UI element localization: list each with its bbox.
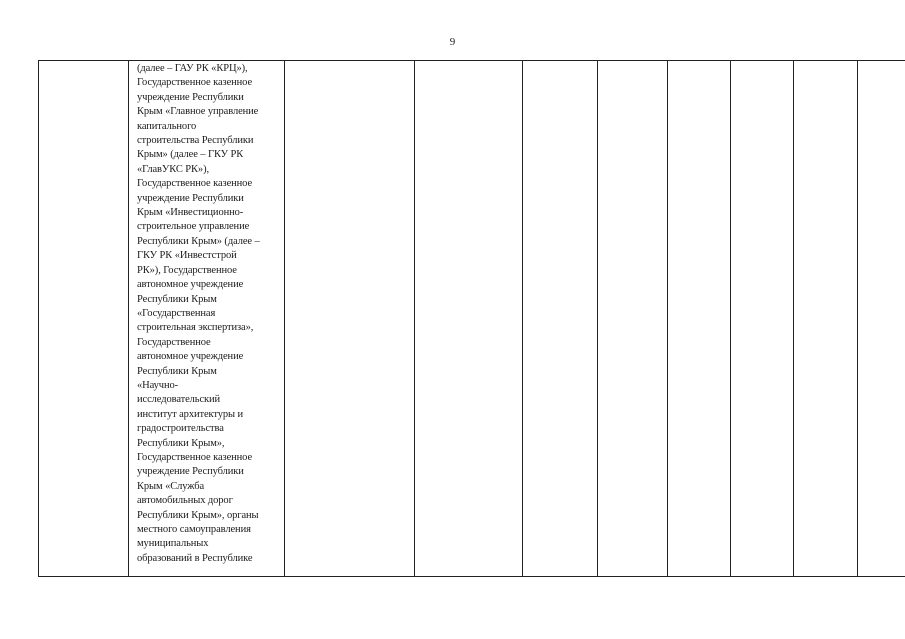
cell-column-9 — [794, 61, 858, 577]
cell-column-10 — [858, 61, 905, 577]
description-line: муниципальных — [137, 538, 209, 550]
description-line: «ГлавУКС РК»), — [137, 163, 210, 175]
description-line: строительства Республики — [137, 135, 254, 147]
description-line: Республики Крым», — [137, 437, 225, 449]
description-line: учреждение Республики — [137, 91, 244, 103]
description-line: Крым «Главное управление — [137, 106, 259, 118]
data-table — [38, 60, 905, 577]
description-line: Государственное казенное — [137, 451, 253, 463]
description-line: институт архитектуры и — [137, 408, 244, 420]
page-number: 9 — [449, 36, 456, 48]
description-line: автономное учреждение — [137, 351, 244, 363]
description-text — [129, 61, 284, 566]
description-line: Крым «Инвестиционно- — [137, 207, 244, 219]
cell-description — [129, 61, 285, 577]
cell-number — [39, 61, 129, 577]
cell-column-3 — [285, 61, 415, 577]
description-line: Республики Крым — [137, 365, 217, 377]
description-line: Крым» (далее – ГКУ РК — [137, 149, 244, 161]
cell-column-6 — [598, 61, 668, 577]
description-line: местного самоуправления — [137, 524, 251, 535]
description-line: образований в Республике — [137, 552, 253, 564]
description-line: строительное управление — [137, 221, 250, 233]
description-line: Государственное казенное — [137, 178, 253, 190]
description-line: градостроительства — [137, 423, 224, 435]
description-line: исследовательский — [137, 394, 221, 406]
description-line: Республики Крым» (далее – — [137, 235, 260, 247]
description-line: «Научно- — [137, 379, 179, 391]
description-line: Государственное — [137, 336, 211, 348]
description-line: учреждение Республики — [137, 466, 244, 478]
cell-column-8 — [731, 61, 794, 577]
description-line: (далее – ГАУ РК «КРЦ»), — [137, 63, 248, 74]
description-line: РК»), Государственное — [137, 264, 237, 276]
description-line: учреждение Республики — [137, 192, 244, 204]
description-line: капитального — [137, 120, 197, 132]
cell-column-5 — [523, 61, 598, 577]
table-row — [39, 61, 905, 577]
description-line: автомобильных дорог — [137, 495, 233, 507]
cell-column-4 — [415, 61, 523, 577]
description-line: Республики Крым — [137, 293, 217, 305]
description-line: «Государственная — [137, 307, 216, 319]
description-line: строительная экспертиза», — [137, 322, 254, 334]
description-line: Крым «Служба — [137, 480, 205, 492]
description-line: автономное учреждение — [137, 279, 244, 291]
description-line: Республики Крым», органы — [137, 509, 259, 521]
cell-column-7 — [668, 61, 731, 577]
description-line: Государственное казенное — [137, 77, 253, 89]
description-line: ГКУ РК «Инвестстрой — [137, 250, 237, 262]
